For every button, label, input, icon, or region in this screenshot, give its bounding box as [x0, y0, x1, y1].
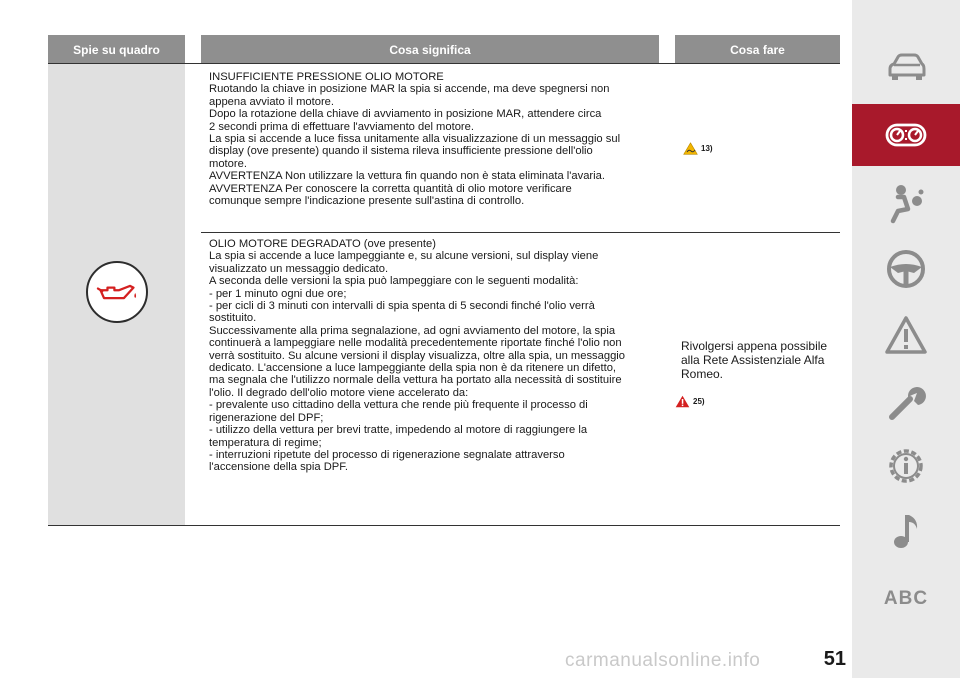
table-rule-bottom	[48, 525, 840, 526]
danger-triangle-icon	[675, 395, 690, 408]
row2-line: dedicato. L'accensione a luce lampeggiante della spia non è da ritenere un difetto,	[209, 362, 617, 375]
row2-line: Successivamente alla prima segnalazione, ad ogni avviamento del motore, la spia	[209, 324, 616, 337]
header-cosa-significa: Cosa significa	[201, 35, 659, 64]
row-degraded-engine-oil	[209, 238, 664, 474]
action-contact-service: Rivolgersi appena possibile alla Rete Assistenziale Alfa Romeo.	[681, 339, 828, 381]
page-number: 51	[823, 648, 846, 670]
oil-pressure-warning-icon	[86, 261, 148, 323]
row1-line: comunque sempre l'indicazione presente sull'astina di controllo.	[209, 195, 525, 208]
index-abc-label: ABC	[883, 588, 929, 609]
row2-line: La spia si accende a luce lampeggiante e, su alcune versioni, sul display viene	[209, 250, 599, 263]
info-gear-icon	[884, 444, 928, 488]
nav-driving[interactable]	[852, 238, 960, 300]
nav-multimedia[interactable]	[852, 500, 960, 562]
row2-line: - interruzioni ripetute del processo di rigenerazione segnalate attraverso	[209, 448, 565, 461]
row1-line: Ruotando la chiave in posizione MAR la spia si accende, ma deve spegnersi non	[209, 83, 610, 96]
row1-line: Dopo la rotazione della chiave di avviamento in posizione MAR, attendere circa	[209, 108, 602, 121]
nav-maintenance[interactable]	[852, 370, 960, 432]
warning-triangle-icon	[884, 314, 928, 358]
row1-line: motore.	[209, 157, 247, 170]
danger-reference-25[interactable]	[675, 395, 705, 408]
row2-line: A seconda delle versioni la spia può lampeggiare con le seguenti modalità:	[209, 275, 579, 288]
chapter-sidebar	[852, 0, 960, 678]
row2-line: l'accensione della spia DPF.	[209, 461, 348, 474]
airbag-seat-icon	[884, 181, 928, 225]
row2-line: rigenerazione del DPF;	[209, 411, 324, 424]
row2-line: continuerà a lampeggiare nelle modalità precedentemente riportate finché l'olio non	[209, 337, 622, 350]
row2-line: verrà sostituito. Su alcune versioni il display visualizza, oltre alla spia, un messaggio	[209, 349, 626, 362]
nav-safety[interactable]	[852, 172, 960, 234]
nav-index[interactable]	[852, 568, 960, 630]
dashboard-gauges-icon	[884, 113, 928, 157]
music-note-icon	[884, 509, 928, 553]
row1-line: AVVERTENZA Per conoscere la corretta quantità di olio motore verificare	[209, 182, 572, 195]
row2-line: ma segnala che l'utilizzo normale della vettura ha portato alla necessità di sostituire	[209, 374, 622, 387]
row2-title: OLIO MOTORE DEGRADATO (ove presente)	[209, 238, 436, 250]
reference-number: 13)	[701, 144, 713, 153]
nav-technical-data[interactable]	[852, 435, 960, 497]
row2-line: - per cicli di 3 minuti con intervalli di spia spenta di 5 secondi finché l'olio verrà	[209, 300, 595, 313]
table-rule-top	[48, 63, 840, 64]
header-cosa-fare: Cosa fare	[675, 35, 840, 64]
row-insufficient-oil-pressure	[209, 71, 664, 207]
header-spie-su-quadro: Spie su quadro	[48, 35, 185, 64]
nav-car[interactable]	[852, 38, 960, 100]
reference-number: 25)	[693, 397, 705, 406]
warning-icon-cell	[48, 64, 185, 526]
row2-line: - per 1 minuto ogni due ore;	[209, 287, 347, 300]
caution-triangle-icon	[683, 142, 698, 155]
row2-line: sostituito.	[209, 312, 257, 325]
steering-wheel-icon	[884, 247, 928, 291]
car-icon	[884, 47, 928, 91]
row1-line: appena avviato il motore.	[209, 95, 335, 108]
row2-line: - prevalente uso cittadino della vettura che rende più frequente il processo di	[209, 399, 588, 412]
nav-dashboard[interactable]	[852, 104, 960, 166]
row1-line: La spia si accende a luce fissa unitamente alla visualizzazione di un messaggio sul	[209, 133, 621, 146]
row2-line: l'olio. Il degrado dell'olio motore viene accelerato da:	[209, 386, 469, 399]
row1-title: INSUFFICIENTE PRESSIONE OLIO MOTORE	[209, 71, 444, 83]
row1-line: AVVERTENZA Non utilizzare la vettura fin quando non è stata eliminata l'avaria.	[209, 170, 605, 183]
row2-line: - utilizzo della vettura per brevi tratte, impedendo al motore di raggiungere la	[209, 424, 588, 437]
row2-line: visualizzato un messaggio dedicato.	[209, 262, 389, 275]
row1-line: 2 secondi prima di effettuare l'avviamento del motore.	[209, 120, 474, 133]
nav-emergency[interactable]	[852, 305, 960, 367]
row1-line: display (ove presente) quando il sistema rileva insufficiente pressione dell'olio	[209, 145, 593, 158]
wrench-icon	[884, 379, 928, 423]
watermark: carmanualsonline.info	[565, 650, 761, 671]
row2-line: temperatura di regime;	[209, 436, 322, 449]
table-rule-middle	[201, 232, 840, 233]
caution-reference-13[interactable]	[683, 142, 713, 155]
